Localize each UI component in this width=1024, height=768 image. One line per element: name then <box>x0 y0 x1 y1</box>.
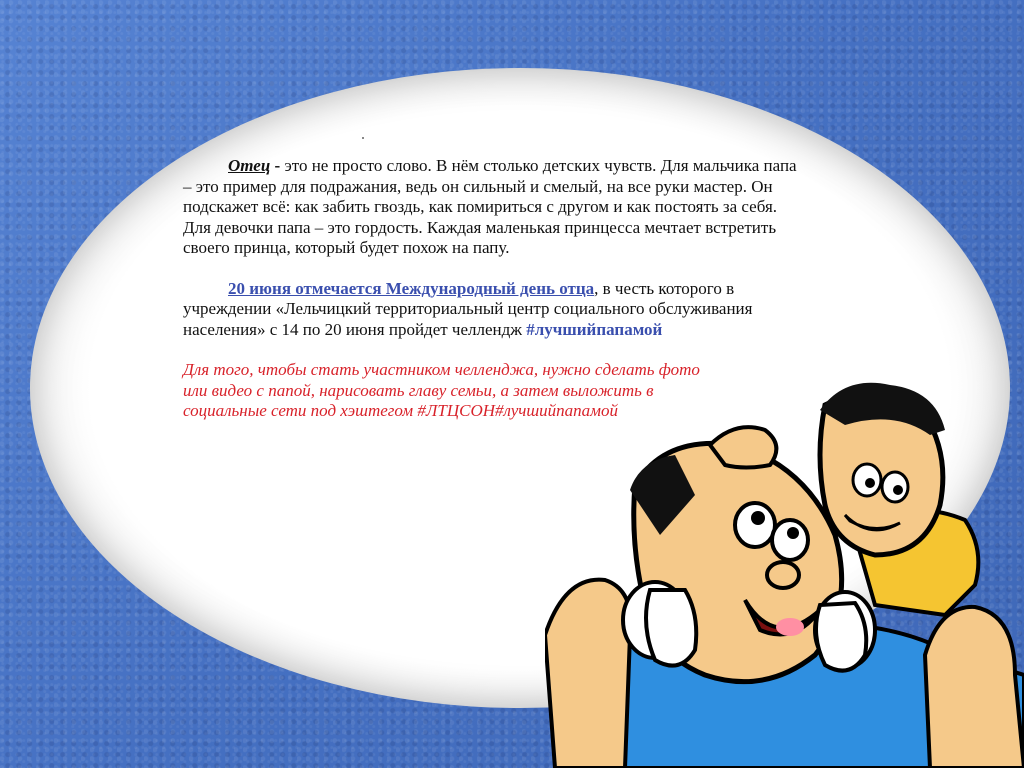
speck <box>362 137 364 139</box>
fathers-day-link[interactable]: 20 июня отмечается Международный день отца <box>228 278 595 298</box>
hashtag-best-dad: #лучшийпапамой <box>526 319 663 339</box>
paragraph-challenge-instructions: Для того, чтобы стать участником челленджа, нужно сделать фото или видео с папой, нарисовать главу семьи, а затем выложить в социальные сети под хэштегом #ЛТЦСОН#лучшийпапамой <box>183 360 700 420</box>
father-and-son-cartoon-icon <box>545 375 1024 768</box>
paragraph-fathers-day <box>183 279 803 341</box>
paragraph-fathers-day-text: , в честь которого в учреждении «Лельчицкий территориальный центр социального обслуживания населения» с 14 по 20 июня пройдет челлендж <box>183 278 753 339</box>
dash: - <box>270 156 285 175</box>
word-father: Отец <box>228 156 271 175</box>
paragraph-father <box>183 156 803 259</box>
paragraph-father-text: это не просто слово. В нём столько детских чувств. Для мальчика папа – это пример для подражания, ведь он сильный и смелый, на все руки мастер. Он подскажет всё: как забить гвоздь, как помириться с другом и как постоять за себя. Для девочки папа – это гордость. Каждая маленькая принцесса мечтает встретить своего принца, который будет похож на папу. <box>183 156 797 257</box>
